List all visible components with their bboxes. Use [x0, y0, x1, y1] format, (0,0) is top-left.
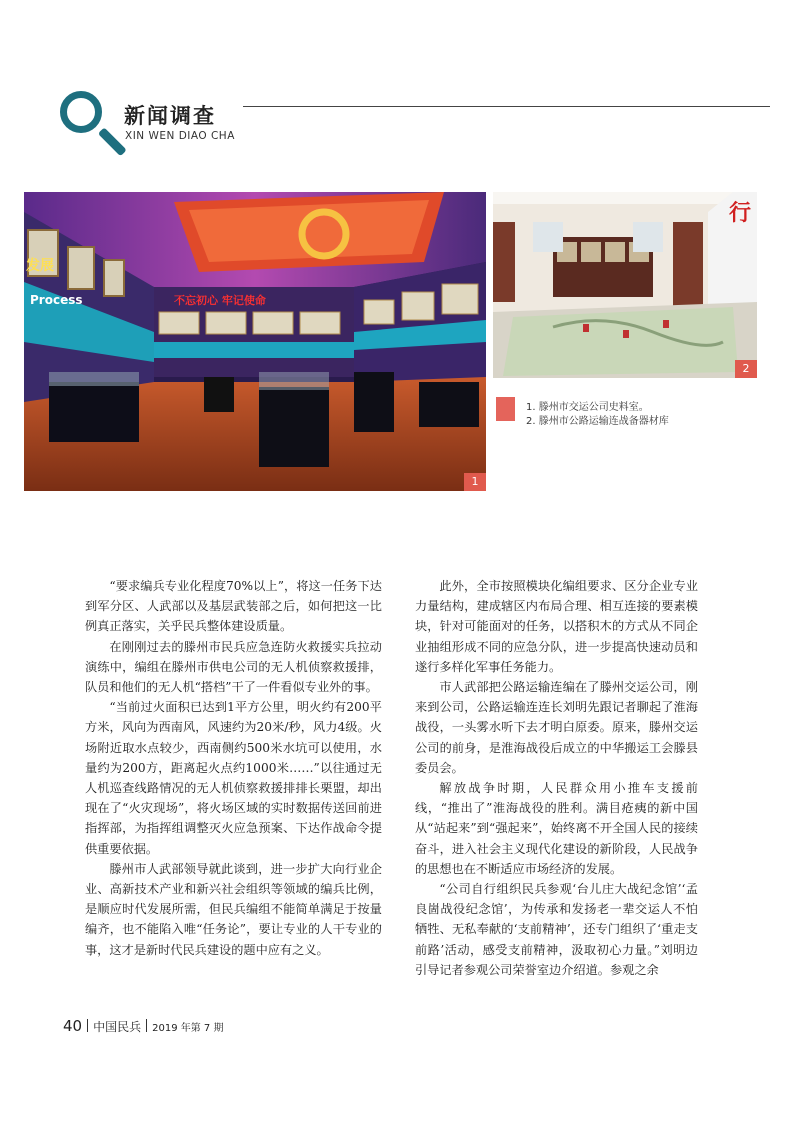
paragraph: 解放战争时期，人民群众用小推车支援前线，“推出了”淮海战役的胜利。满目疮痍的新中国从“站起来”到“强起来”，始终离不开全国人民的接续奋斗，进入社会主义现代化建设的新阶段，人民战争的思想也在不断适应市场经济的发展。: [415, 781, 698, 876]
caption-2: 2. 滕州市公路运输连战备器材库: [526, 416, 669, 427]
paragraph: “要求编兵专业化程度70%以上”，将这一任务下达到军分区、人武部以及基层武装部之后，如何把这一比例真正落实，关乎民兵整体建设质量。: [85, 579, 382, 634]
paragraph: 此外，全市按照模块化编组要求、区分企业专业力量结构，建成辖区内布局合理、相互连接的要素模块，针对可能面对的任务，以搭积木的方式从不同企业抽组形成不同的应急分队，进一步提高快速动员和遂行多样化军事任务能力。: [415, 579, 698, 674]
photo-banner-text: 不忘初心 牢记使命: [174, 294, 266, 307]
svg-text:发展: 发展: [26, 258, 54, 274]
caption-1: 1. 滕州市交运公司史料室。: [526, 402, 649, 413]
section-pinyin: XIN WEN DIAO CHA: [125, 130, 235, 142]
history-room-illustration: [24, 192, 486, 491]
footer-divider: [87, 1019, 88, 1032]
right-column: [415, 576, 698, 980]
paragraph: “当前过火面积已达到1平方公里，明火约有200平方米，风向为西南风，风速约为20米/秒，风力4级。火场附近取水点较少，西南侧约500米水坑可以使用，水量约为200方，距离起火点约1000米……”以往通过无人机巡查线路情况的无人机侦察救援排排长栗盟，却出现在了“火灾现场”，将火场区域的实时数据传送回前进指挥部，为指挥组调整灭火应急预案、下达作战命令提供重要依据。: [85, 700, 382, 856]
magnifier-icon: [60, 91, 102, 133]
photo-number-1: 1: [464, 473, 486, 491]
photo-number-2: 2: [735, 360, 757, 378]
photo-side-text: Process: [30, 293, 83, 307]
photo-equipment-room: [493, 192, 757, 378]
paragraph: “公司自行组织民兵参观‘台儿庄大战纪念馆’‘孟良崮战役纪念馆’，为传承和发扬老一辈交运人不怕牺牲、无私奉献的‘支前精神’，还专门组织了‘重走支前路’活动，感受支前精神，汲取初心力量。”刘明边引导记者参观公司荣誉室边介绍道。参观之余: [415, 882, 698, 977]
issue-label: 2019 年第 7 期: [152, 1023, 224, 1034]
magnifier-handle: [98, 127, 127, 156]
caption-marker: [496, 397, 515, 421]
page-number: 40: [63, 1017, 83, 1035]
paragraph: 市人武部把公路运输连编在了滕州交运公司，刚来到公司，公路运输连连长刘明先跟记者聊起了淮海战役，一头雾水听下去才明白原委。原来，滕州交运公司的前身，是淮海战役后成立的中华搬运工会滕县委员会。: [415, 680, 698, 775]
photo-corner-text: 行: [729, 201, 752, 226]
section-title: 新闻调查: [124, 104, 216, 128]
footer-divider: [146, 1019, 147, 1032]
left-column: [85, 576, 382, 960]
magazine-name: 中国民兵: [93, 1020, 142, 1034]
page-footer: [63, 1016, 223, 1035]
paragraph: 在刚刚过去的滕州市民兵应急连防火救援实兵拉动演练中，编组在滕州市供电公司的无人机侦察救援排，队员和他们的无人机“搭档”干了一件看似专业外的事。: [85, 639, 382, 695]
photo-history-room: [24, 192, 486, 491]
header-rule: [243, 106, 770, 107]
paragraph: 滕州市人武部领导就此谈到，进一步扩大向行业企业、高新技术产业和新兴社会组织等领域的编兵比例，是顺应时代发展所需，但民兵编组不能简单满足于按量编齐，也不能陷入唯“任务论”，要让专业的人干专业的事，这才是新时代民兵建设的题中应有之义。: [85, 861, 382, 957]
equipment-room-illustration: [493, 192, 757, 378]
